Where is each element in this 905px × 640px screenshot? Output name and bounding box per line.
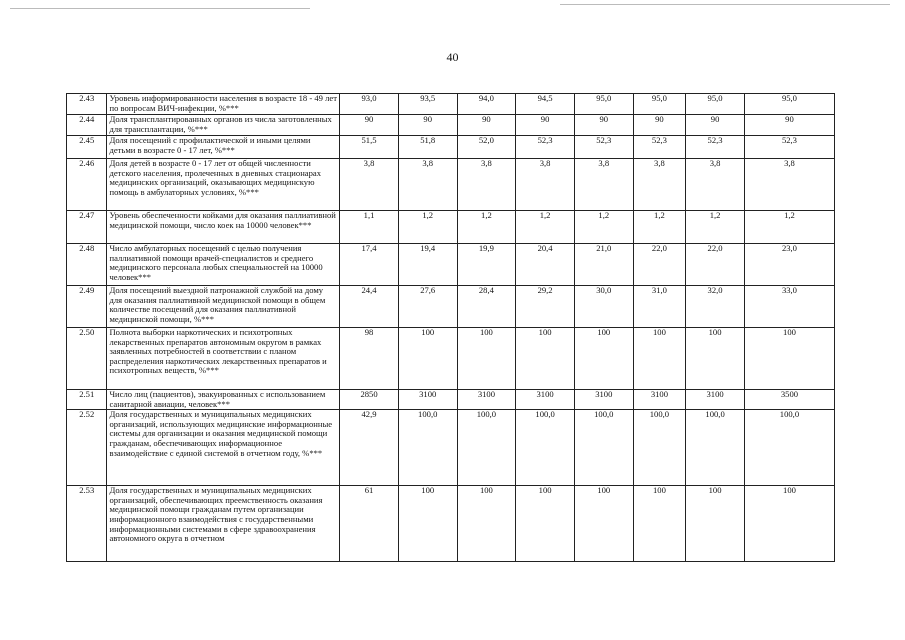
indicator-value: 3100 (633, 390, 686, 410)
indicator-value: 90 (457, 115, 516, 136)
indicator-value: 19,4 (398, 244, 457, 286)
indicator-value: 90 (633, 115, 686, 136)
indicator-description: Уровень обеспеченности койками для оказания паллиативной медицинской помощи, число коек на 10000 человек*** (107, 211, 340, 244)
indicator-value: 100 (633, 486, 686, 562)
table-row (67, 486, 835, 562)
indicator-value: 23,0 (744, 244, 834, 286)
row-number: 2.43 (67, 94, 107, 115)
indicator-value: 32,0 (686, 286, 745, 328)
indicator-value: 20,4 (516, 244, 575, 286)
row-number: 2.46 (67, 159, 107, 211)
indicator-value: 100 (744, 486, 834, 562)
indicator-value: 28,4 (457, 286, 516, 328)
row-number: 2.45 (67, 136, 107, 159)
table-row (67, 244, 835, 286)
table-row (67, 328, 835, 390)
row-number: 2.47 (67, 211, 107, 244)
indicator-value: 100 (686, 486, 745, 562)
table-row (67, 211, 835, 244)
table-row (67, 115, 835, 136)
indicator-value: 52,3 (516, 136, 575, 159)
indicator-value: 3,8 (686, 159, 745, 211)
indicator-value: 90 (398, 115, 457, 136)
indicator-value: 95,0 (633, 94, 686, 115)
indicator-value: 19,9 (457, 244, 516, 286)
indicator-value: 100 (744, 328, 834, 390)
indicator-value: 24,4 (340, 286, 399, 328)
indicator-value: 100 (398, 486, 457, 562)
indicator-description: Число лиц (пациентов), эвакуированных с использованием санитарной авиации, человек*** (107, 390, 340, 410)
indicator-value: 3,8 (516, 159, 575, 211)
table-row (67, 390, 835, 410)
indicator-value: 3100 (457, 390, 516, 410)
indicator-value: 100,0 (744, 410, 834, 486)
indicator-description: Доля трансплантированных органов из числа заготовленных для трансплантации, %*** (107, 115, 340, 136)
indicator-value: 1,2 (516, 211, 575, 244)
indicator-value: 100 (633, 328, 686, 390)
row-number: 2.50 (67, 328, 107, 390)
indicator-value: 52,3 (574, 136, 633, 159)
indicator-description: Доля посещений выездной патронажной службой на дому для оказания паллиативной медицинской помощи в общем количестве посещений для оказания паллиативной медицинской помощи, %*** (107, 286, 340, 328)
indicator-value: 21,0 (574, 244, 633, 286)
indicator-value: 90 (340, 115, 399, 136)
indicator-description: Число амбулаторных посещений с целью получения паллиативной помощи врачей-специалистов и среднего медицинского персонала любых специальностей на 10000 человек*** (107, 244, 340, 286)
indicator-value: 95,0 (686, 94, 745, 115)
indicator-value: 3,8 (340, 159, 399, 211)
indicator-description: Доля посещений с профилактической и иными целями детьми в возрасте 0 - 17 лет, %*** (107, 136, 340, 159)
indicator-value: 1,2 (686, 211, 745, 244)
indicator-value: 100,0 (574, 410, 633, 486)
indicator-value: 3,8 (398, 159, 457, 211)
indicator-value: 100 (516, 486, 575, 562)
indicator-description: Доля государственных и муниципальных медицинских организаций, использующих медицинские информационные системы для организации и оказания медицинской помощи гражданам, обеспечивающих информационное взаимодействие с единой системой в отчетном году, %*** (107, 410, 340, 486)
indicator-value: 94,0 (457, 94, 516, 115)
indicator-value: 100 (574, 328, 633, 390)
indicator-value: 100,0 (633, 410, 686, 486)
indicator-value: 90 (574, 115, 633, 136)
indicator-value: 3100 (398, 390, 457, 410)
indicator-value: 29,2 (516, 286, 575, 328)
indicator-value: 3,8 (457, 159, 516, 211)
indicator-value: 27,6 (398, 286, 457, 328)
indicator-value: 1,2 (744, 211, 834, 244)
indicator-value: 3,8 (744, 159, 834, 211)
indicator-value: 22,0 (633, 244, 686, 286)
indicator-value: 3500 (744, 390, 834, 410)
indicator-value: 100 (516, 328, 575, 390)
indicator-value: 1,2 (457, 211, 516, 244)
indicator-value: 3,8 (574, 159, 633, 211)
indicator-value: 52,3 (633, 136, 686, 159)
indicator-value: 31,0 (633, 286, 686, 328)
indicator-value: 100 (398, 328, 457, 390)
table-row (67, 159, 835, 211)
indicator-value: 94,5 (516, 94, 575, 115)
indicator-value: 52,3 (686, 136, 745, 159)
indicator-value: 52,3 (744, 136, 834, 159)
indicator-value: 100 (457, 328, 516, 390)
indicator-value: 100 (574, 486, 633, 562)
row-number: 2.53 (67, 486, 107, 562)
indicator-value: 1,1 (340, 211, 399, 244)
indicator-value: 100,0 (398, 410, 457, 486)
row-number: 2.48 (67, 244, 107, 286)
page-number: 40 (446, 50, 459, 64)
table-row (67, 286, 835, 328)
indicator-value: 100,0 (686, 410, 745, 486)
indicator-value: 33,0 (744, 286, 834, 328)
indicator-value: 52,0 (457, 136, 516, 159)
indicator-value: 51,5 (340, 136, 399, 159)
indicator-value: 100 (457, 486, 516, 562)
indicator-value: 3100 (686, 390, 745, 410)
indicator-value: 90 (744, 115, 834, 136)
indicator-value: 95,0 (744, 94, 834, 115)
indicator-value: 30,0 (574, 286, 633, 328)
indicator-value: 42,9 (340, 410, 399, 486)
table-row (67, 94, 835, 115)
indicator-value: 61 (340, 486, 399, 562)
indicator-value: 17,4 (340, 244, 399, 286)
row-number: 2.51 (67, 390, 107, 410)
indicator-value: 2850 (340, 390, 399, 410)
indicator-value: 100,0 (516, 410, 575, 486)
indicator-description: Полнота выборки наркотических и психотропных лекарственных препаратов автономным округом в рамках заявленных потребностей в соответствии с планом распределения наркотических лекарственных препаратов и психотропных веществ, %*** (107, 328, 340, 390)
indicator-value: 90 (516, 115, 575, 136)
scan-artifact-line (10, 8, 310, 9)
indicator-value: 100,0 (457, 410, 516, 486)
indicator-value: 51,8 (398, 136, 457, 159)
indicator-value: 95,0 (574, 94, 633, 115)
indicator-value: 100 (686, 328, 745, 390)
row-number: 2.49 (67, 286, 107, 328)
indicator-value: 1,2 (574, 211, 633, 244)
indicator-value: 1,2 (398, 211, 457, 244)
indicator-value: 93,5 (398, 94, 457, 115)
indicator-value: 3100 (574, 390, 633, 410)
row-number: 2.44 (67, 115, 107, 136)
indicator-value: 93,0 (340, 94, 399, 115)
indicator-value: 3,8 (633, 159, 686, 211)
indicator-value: 98 (340, 328, 399, 390)
row-number: 2.52 (67, 410, 107, 486)
indicator-value: 3100 (516, 390, 575, 410)
scan-artifact-line (560, 4, 890, 5)
table-row (67, 136, 835, 159)
indicator-value: 90 (686, 115, 745, 136)
indicator-description: Уровень информированности населения в возрасте 18 - 49 лет по вопросам ВИЧ-инфекции, %*** (107, 94, 340, 115)
indicator-value: 22,0 (686, 244, 745, 286)
indicator-description: Доля государственных и муниципальных медицинских организаций, обеспечивающих преемственность оказания медицинской помощи гражданам путем организации информационного взаимодействия с государственными информационными системами в сфере здравоохранения автономного округа в отчетном (107, 486, 340, 562)
table-row (67, 410, 835, 486)
indicators-table (66, 93, 835, 562)
indicator-description: Доля детей в возрасте 0 - 17 лет от общей численности детского населения, пролеченных в дневных стационарах медицинских организаций, оказывающих медицинскую помощь в амбулаторных условиях, %*** (107, 159, 340, 211)
indicator-value: 1,2 (633, 211, 686, 244)
